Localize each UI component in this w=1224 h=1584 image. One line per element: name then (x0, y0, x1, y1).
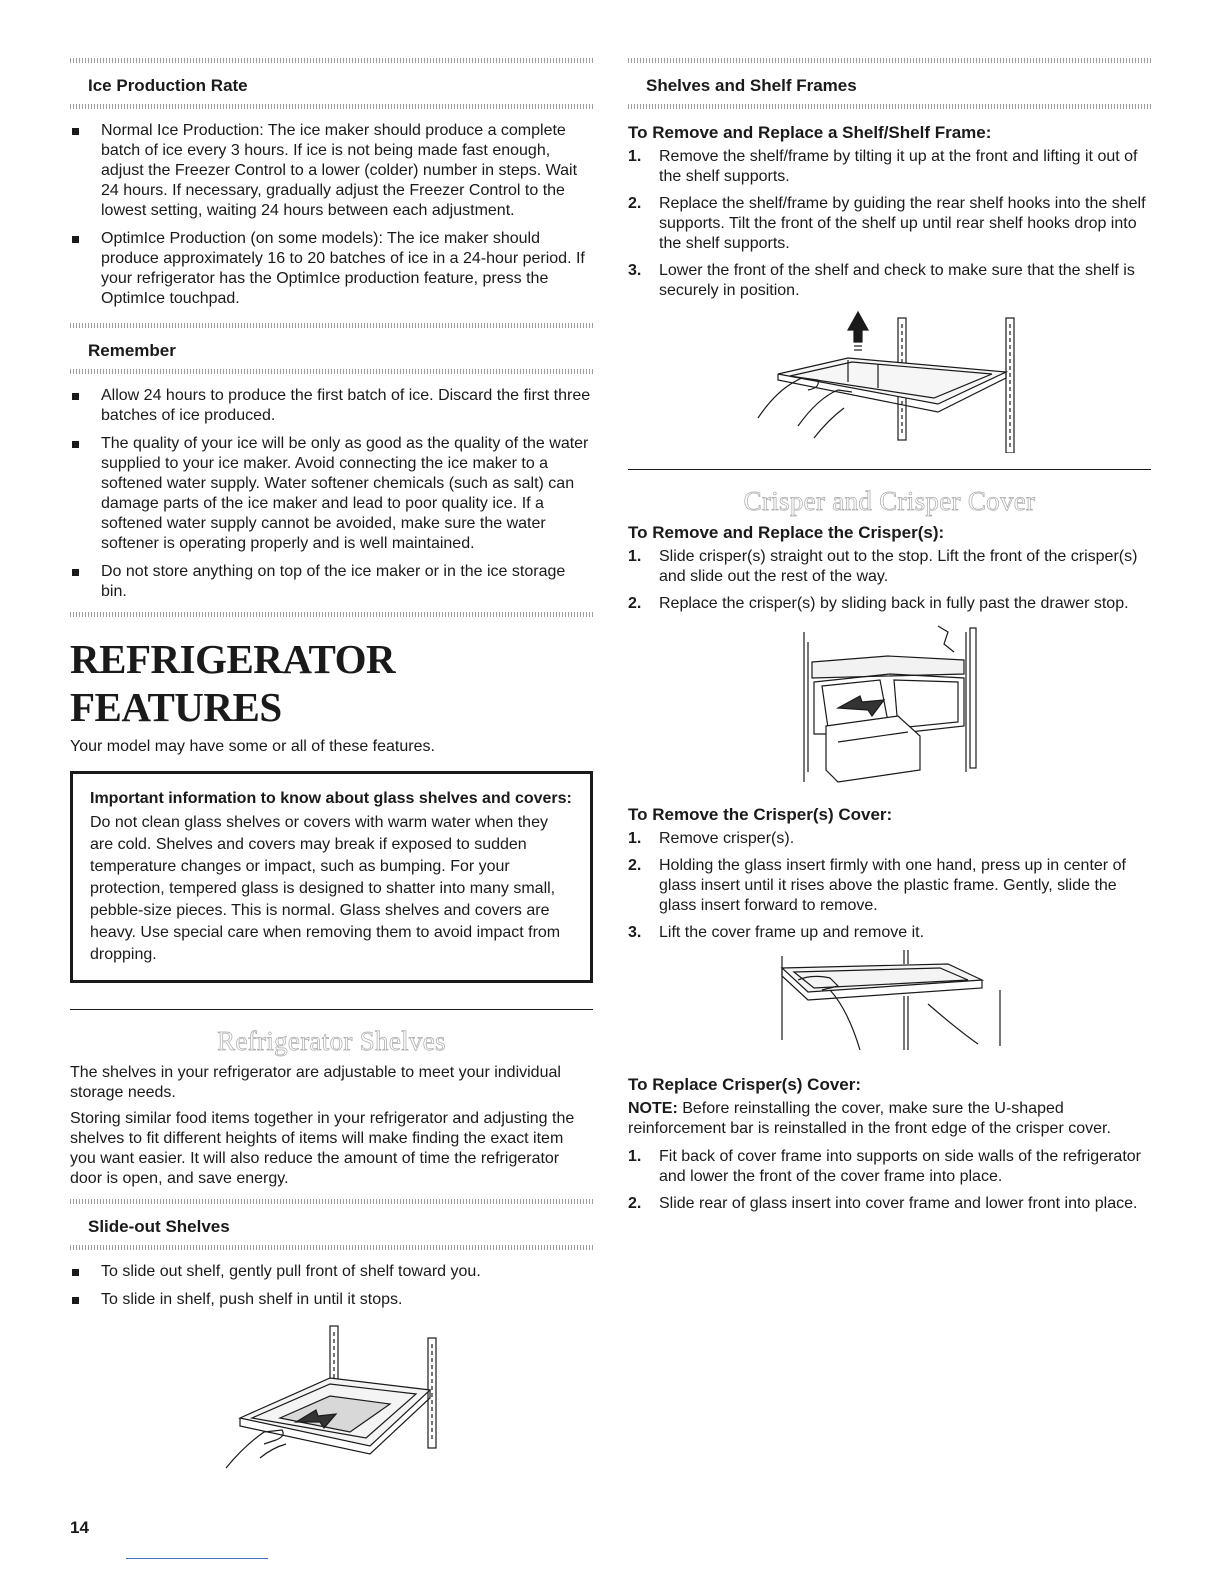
step-number: 2. (628, 857, 642, 874)
remember-heading: Remember (88, 341, 176, 360)
note-text: Before reinstalling the cover, make sure the U-shaped reinforcement bar is reinstalled in the front edge of the crisper cover. (628, 1100, 1111, 1137)
divider (70, 1009, 593, 1010)
crisper-cover-illustration (768, 950, 1008, 1055)
list-item: Normal Ice Production: The ice maker should produce a complete batch of ice every 3 hours. If ice is not being made fast enough, adjust the Freezer Control to a lower (colder) number in steps. Wait 24 hours. If necessary, gradually adjust the Freezer Control to the lowest setting, waiting 24 hours between each adjustment. (70, 121, 593, 221)
section-rule (70, 612, 593, 617)
shelf-frame-illustration (748, 308, 1028, 453)
shelf-frame-steps (628, 147, 1151, 301)
step-text: Remove the shelf/frame by tilting it up at the front and lifting it out of the shelf supports. (659, 148, 1138, 185)
crisper-illustration (798, 622, 998, 787)
list-item (628, 829, 1151, 849)
slide-out-list (70, 1262, 593, 1310)
remove-cover-heading: To Remove the Crisper(s) Cover: (628, 805, 893, 824)
step-number: 2. (628, 595, 642, 612)
step-text: Slide rear of glass insert into cover frame and lower front into place. (659, 1195, 1138, 1212)
step-text: Holding the glass insert firmly with one hand, press up in center of glass insert until it rises above the plastic frame. Gently, slide the glass insert forward to remove. (659, 857, 1126, 914)
step-number: 3. (628, 262, 642, 279)
page-title: REFRIGERATOR FEATURES (70, 636, 396, 730)
section-rule (628, 104, 1151, 109)
section-rule (70, 369, 593, 374)
left-column (70, 58, 593, 1478)
list-item: OptimIce Production (on some models): The ice maker should produce approximately 16 to 20 batches of ice in a 24-hour period. If your refrigerator has the OptimIce production feature, press the OptimIce touchpad. (70, 229, 593, 309)
step-number: 1. (628, 548, 642, 565)
replace-cover-heading: To Replace Crisper(s) Cover: (628, 1075, 862, 1094)
list-item: Do not store anything on top of the ice maker or in the ice storage bin. (70, 562, 593, 602)
step-number: 1. (628, 1148, 642, 1165)
remove-crisper-heading: To Remove and Replace the Crisper(s): (628, 523, 945, 542)
slide-out-heading: Slide-out Shelves (88, 1217, 230, 1236)
list-item (628, 147, 1151, 187)
list-item (628, 1194, 1151, 1214)
shelf-frames-heading: Shelves and Shelf Frames (646, 76, 857, 95)
section-rule (70, 1245, 593, 1250)
list-item: The quality of your ice will be only as good as the quality of the water supplied to your ice maker. Avoid connecting the ice maker to a softened water supply. Water softener chemicals (such as salt) can damage parts of the ice maker and lead to poor quality ice. If a softened water supply cannot be avoided, make sure the water softener is operating properly and is well maintained. (70, 434, 593, 554)
list-item (628, 923, 1151, 943)
shelves-para-1: The shelves in your refrigerator are adjustable to meet your individual storage needs. (70, 1064, 561, 1101)
divider (628, 469, 1151, 470)
step-number: 2. (628, 195, 642, 212)
step-number: 3. (628, 924, 642, 941)
footer-line (126, 1558, 268, 1559)
list-item: To slide out shelf, gently pull front of shelf toward you. (70, 1262, 593, 1282)
remove-shelf-heading: To Remove and Replace a Shelf/Shelf Frame: (628, 123, 992, 142)
step-text: Remove crisper(s). (659, 830, 795, 847)
section-rule (70, 1199, 593, 1204)
features-intro: Your model may have some or all of these features. (70, 738, 435, 755)
step-number: 1. (628, 148, 642, 165)
list-item (628, 194, 1151, 254)
step-text: Lift the cover frame up and remove it. (659, 924, 925, 941)
list-item: To slide in shelf, push shelf in until it stops. (70, 1290, 593, 1310)
glass-warning-box (70, 771, 593, 983)
list-item (628, 547, 1151, 587)
note-label: NOTE: (628, 1100, 678, 1117)
slide-out-shelf-illustration (220, 1318, 460, 1478)
crisper-steps (628, 547, 1151, 614)
warning-heading: Important information to know about glass shelves and covers: (90, 790, 572, 807)
section-rule (70, 58, 593, 63)
step-text: Fit back of cover frame into supports on side walls of the refrigerator and lower the front of the cover frame into place. (659, 1148, 1141, 1185)
right-column (628, 58, 1151, 1221)
section-rule (628, 58, 1151, 63)
note (628, 1099, 1151, 1139)
step-number: 1. (628, 830, 642, 847)
cover-remove-steps (628, 829, 1151, 943)
step-text: Replace the shelf/frame by guiding the rear shelf hooks into the shelf supports. Tilt the front of the shelf up until rear shelf hooks drop into the shelf supports. (659, 195, 1146, 252)
shelves-title: Refrigerator Shelves (217, 1026, 446, 1056)
step-number: 2. (628, 1195, 642, 1212)
page-number: 14 (70, 1518, 89, 1537)
list-item (628, 856, 1151, 916)
step-text: Lower the front of the shelf and check to make sure that the shelf is securely in position. (659, 262, 1135, 299)
list-item (628, 594, 1151, 614)
remember-list (70, 386, 593, 602)
ice-production-list (70, 121, 593, 309)
list-item: Allow 24 hours to produce the first batch of ice. Discard the first three batches of ice produced. (70, 386, 593, 426)
list-item (628, 1147, 1151, 1187)
crisper-title: Crisper and Crisper Cover (743, 486, 1036, 516)
step-text: Slide crisper(s) straight out to the stop. Lift the front of the crisper(s) and slide out the rest of the way. (659, 548, 1138, 585)
list-item (628, 261, 1151, 301)
shelves-para-2: Storing similar food items together in your refrigerator and adjusting the shelves to fit different heights of items will make finding the exact item you want easier. It will also reduce the amount of time the refrigerator door is open, and save energy. (70, 1110, 575, 1187)
ice-production-heading: Ice Production Rate (88, 76, 248, 95)
section-rule (70, 104, 593, 109)
warning-body: Do not clean glass shelves or covers with warm water when they are cold. Shelves and covers may break if exposed to sudden temperature changes or impact, such as bumping. For your protection, tempered glass is designed to shatter into many small, pebble-size pieces. This is normal. Glass shelves and covers are heavy. Use special care when removing them to avoid impact from dropping. (90, 814, 561, 963)
step-text: Replace the crisper(s) by sliding back in fully past the drawer stop. (659, 595, 1129, 612)
section-rule (70, 323, 593, 328)
cover-replace-steps (628, 1147, 1151, 1214)
